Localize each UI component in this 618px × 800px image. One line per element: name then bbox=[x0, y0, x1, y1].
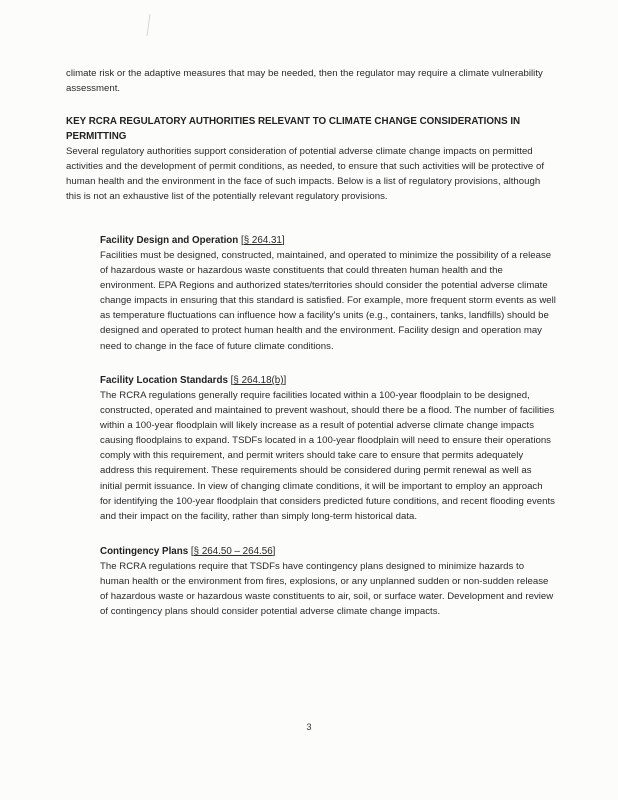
section-contingency-plans bbox=[100, 544, 556, 619]
page-number: 3 bbox=[306, 722, 312, 732]
ref-open-bracket: [ bbox=[241, 235, 244, 246]
section-body: The RCRA regulations require that TSDFs have contingency plans designed to minimize hazards to human health or the environment from fires, explosions, or any unplanned sudden or non-sudden release of hazardous waste or hazardous waste constituents to air, soil, or surface water. Development and review of contingency plans should consider potential adverse climate change impacts. bbox=[100, 561, 554, 618]
ref-open-bracket: [ bbox=[190, 546, 194, 557]
section-body: The RCRA regulations generally require facilities located within a 100-year floodplain to be designed, constructed, operated and maintained to prevent washout, should there be a flood. The number of facilities within a 100-year floodplain will likely increase as a result of potential adverse climate change impacts causing floodplains to expand. TSDFs located in a 100-year floodplain will need to ensure their operations comply with this requirement, and permit writers should take care to ensure that permits adequately address this requirement. These requirements should be considered during permit renewal as well as initial permit issuance. In view of changing climate conditions, it will be important to employ an approach for identifying the 100-year floodplain that considers predicted future conditions, and recent flooding events and their impact on the facility, rather than simply long-term historical data. bbox=[100, 390, 555, 522]
intro-continuation-paragraph: climate risk or the adaptive measures that may be needed, then the regulator may require a climate vulnerability assessment. bbox=[66, 68, 543, 95]
regulation-link-264-50-56[interactable]: § 264.50 – 264.56 bbox=[193, 546, 273, 557]
regulation-reference bbox=[191, 546, 275, 557]
intro-paragraph: Several regulatory authorities support consideration of potential adverse climate change impacts on permitted activities and the development of permit conditions, as needed, to ensure that such activities will be protective of human health and the environment in the face of such impacts. Below is a list of regulatory provisions, although this is not an exhaustive list of the potentially relevant regulatory provisions. bbox=[66, 146, 545, 203]
section-title-text: Facility Design and Operation bbox=[100, 235, 239, 246]
scan-artifact-mark bbox=[146, 14, 150, 36]
section-body: Facilities must be designed, constructed, maintained, and operated to minimize the possibility of a release of hazardous waste or hazardous waste constituents that could threaten human health and the environment. EPA Regions and authorized states/territories should consider the potential adverse climate change impacts in ensuring that this standard is satisfied. For example, more frequent storm events as well as temperature fluctuations can influence how a facility's units (e.g., containers, tanks, landfills) should be designed and operated to protect human health and the environment. Facility design and operation may need to change in the face of future climate conditions. bbox=[100, 250, 556, 352]
section-facility-design bbox=[100, 233, 556, 354]
section-title bbox=[100, 233, 556, 248]
section-title bbox=[100, 373, 556, 388]
regulation-link-264-31[interactable]: § 264.31 bbox=[243, 235, 282, 246]
ref-open-bracket: [ bbox=[230, 375, 234, 386]
ref-close-bracket: ] bbox=[281, 235, 285, 246]
ref-close-bracket: ] bbox=[283, 375, 287, 386]
section-title-text: Contingency Plans bbox=[100, 546, 189, 557]
regulation-reference bbox=[231, 375, 287, 386]
ref-close-bracket: ] bbox=[272, 546, 276, 557]
section-heading: KEY RCRA REGULATORY AUTHORITIES RELEVANT TO CLIMATE CHANGE CONSIDERATIONS IN PERMITTING bbox=[66, 116, 521, 143]
section-facility-location bbox=[100, 373, 556, 524]
section-title-text: Facility Location Standards bbox=[100, 375, 228, 386]
regulation-reference bbox=[241, 235, 285, 246]
section-title bbox=[100, 544, 556, 559]
regulation-link-264-18b[interactable]: § 264.18(b) bbox=[233, 375, 284, 386]
